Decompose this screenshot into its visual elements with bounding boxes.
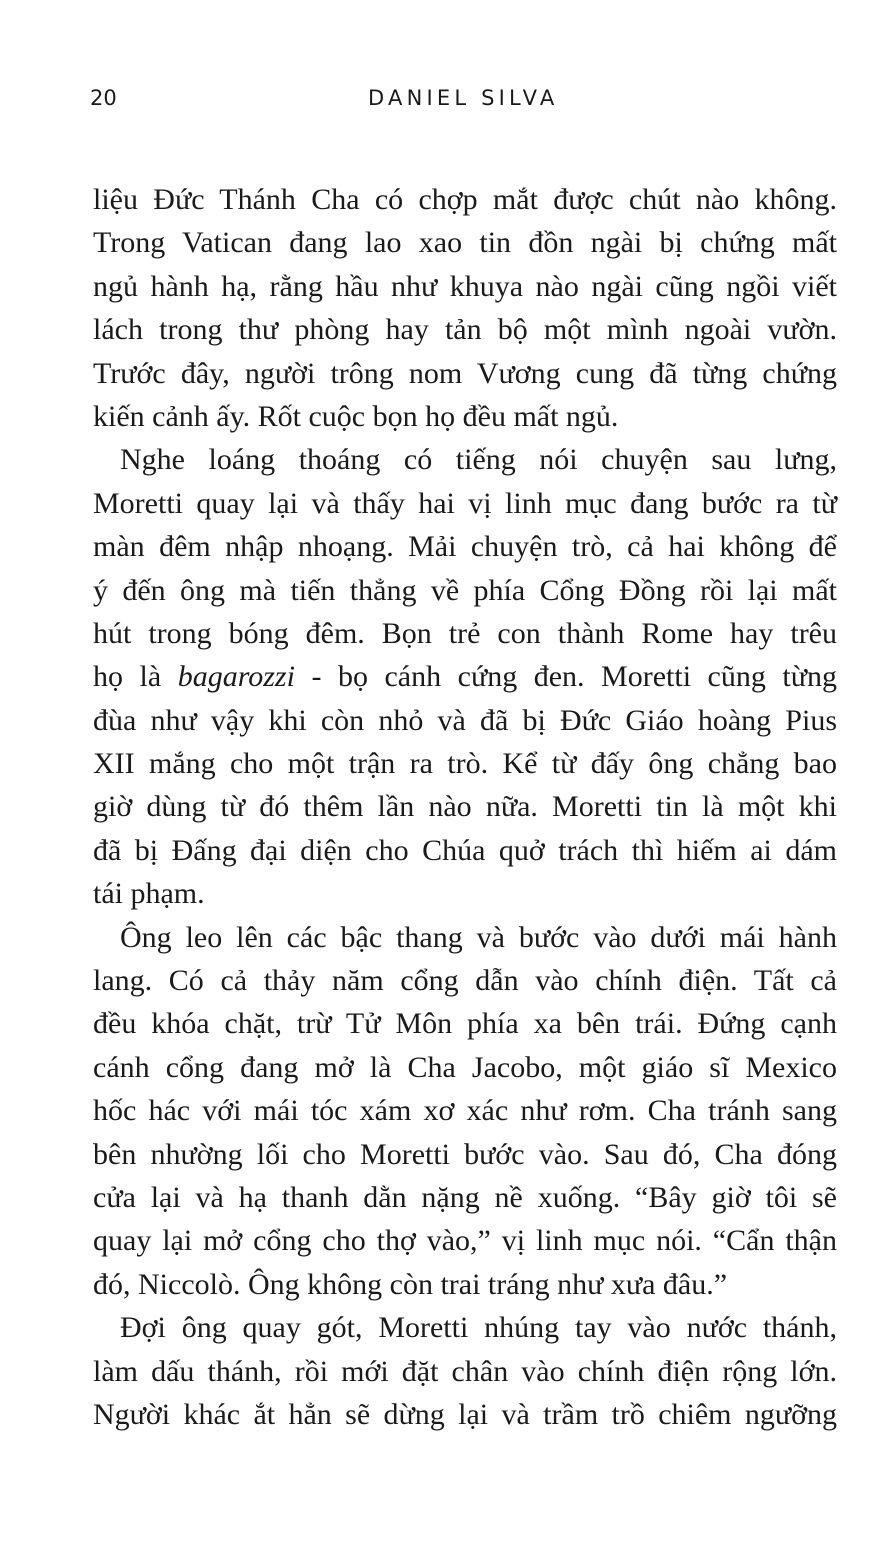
paragraph-2 bbox=[93, 438, 837, 915]
text-line: Đợi ông quay gót, Moretti nhúng tay vào nước thánh, bbox=[120, 1311, 837, 1345]
text-line: giờ dùng từ đó thêm lần nào nữa. Moretti tin là một khi bbox=[93, 790, 837, 824]
text-line: Moretti quay lại và thấy hai vị linh mục đang bước ra từ bbox=[93, 486, 837, 520]
text-line: ngủ hành hạ, rằng hầu như khuya nào ngài cũng ngồi viết bbox=[93, 269, 837, 303]
text-line: làm dấu thánh, rồi mới đặt chân vào chính điện rộng lớn. bbox=[93, 1354, 837, 1388]
text-line: Nghe loáng thoáng có tiếng nói chuyện sau lưng, bbox=[120, 443, 837, 477]
text-line: liệu Đức Thánh Cha có chợp mắt được chút nào không. bbox=[93, 183, 837, 216]
text-line: kiến cảnh ấy. Rốt cuộc bọn họ đều mất ngủ. bbox=[93, 399, 619, 433]
text-line: hút trong bóng đêm. Bọn trẻ con thành Rome hay trêu bbox=[93, 616, 837, 650]
text-line: hốc hác với mái tóc xám xơ xác như rơm. Cha tránh sang bbox=[93, 1094, 837, 1128]
text-line: bên nhường lối cho Moretti bước vào. Sau đó, Cha đóng bbox=[93, 1137, 837, 1171]
text-line: cửa lại và hạ thanh dằn nặng nề xuống. “Bây giờ tôi sẽ bbox=[93, 1180, 837, 1214]
text-line: đều khóa chặt, trừ Tử Môn phía xa bên trái. Đứng cạnh bbox=[93, 1007, 837, 1041]
text-line: lang. Có cả thảy năm cổng dẫn vào chính điện. Tất cả bbox=[93, 964, 837, 998]
paragraph-3 bbox=[93, 916, 837, 1307]
text-line: ý đến ông mà tiến thẳng về phía Cổng Đồng rồi lại mất bbox=[93, 573, 837, 607]
text-line: đó, Niccolò. Ông không còn trai tráng như xưa đâu.” bbox=[93, 1267, 728, 1301]
text-line: cánh cổng đang mở là Cha Jacobo, một giáo sĩ Mexico bbox=[93, 1050, 837, 1084]
italic-term: bagarozzi bbox=[177, 660, 295, 694]
text-line: Ông leo lên các bậc thang và bước vào dưới mái hành bbox=[120, 920, 837, 954]
text-line: màn đêm nhập nhoạng. Mải chuyện trò, cả hai không để bbox=[93, 530, 837, 564]
text-line: tái phạm. bbox=[93, 877, 205, 911]
page-header bbox=[90, 86, 840, 116]
text-segment: - bọ cánh cứng đen. Moretti cũng từng bbox=[294, 660, 837, 694]
text-line: XII mắng cho một trận ra trò. Kể từ đấy ông chẳng bao bbox=[93, 747, 837, 781]
text-segment: họ là bbox=[93, 660, 178, 694]
body-text bbox=[93, 178, 837, 1436]
text-line: Trước đây, người trông nom Vương cung đã từng chứng bbox=[93, 356, 837, 390]
paragraph-1 bbox=[93, 178, 837, 438]
text-line: Người khác ắt hẳn sẽ dừng lại và trầm trồ chiêm ngưỡng bbox=[93, 1397, 837, 1431]
text-line-with-italic bbox=[93, 655, 837, 698]
text-line: lách trong thư phòng hay tản bộ một mình ngoài vườn. bbox=[93, 313, 837, 347]
text-line: đã bị Đấng đại diện cho Chúa quở trách thì hiếm ai dám bbox=[93, 833, 837, 867]
page-number: 20 bbox=[90, 86, 117, 110]
text-line: đùa như vậy khi còn nhỏ và đã bị Đức Giáo hoàng Pius bbox=[93, 703, 837, 737]
text-line: Trong Vatican đang lao xao tin đồn ngài bị chứng mất bbox=[93, 226, 837, 260]
running-head-author: DANIEL SILVA bbox=[368, 86, 559, 110]
text-line: quay lại mở cổng cho thợ vào,” vị linh mục nói. “Cẩn thận bbox=[93, 1224, 837, 1258]
paragraph-4 bbox=[93, 1306, 837, 1436]
